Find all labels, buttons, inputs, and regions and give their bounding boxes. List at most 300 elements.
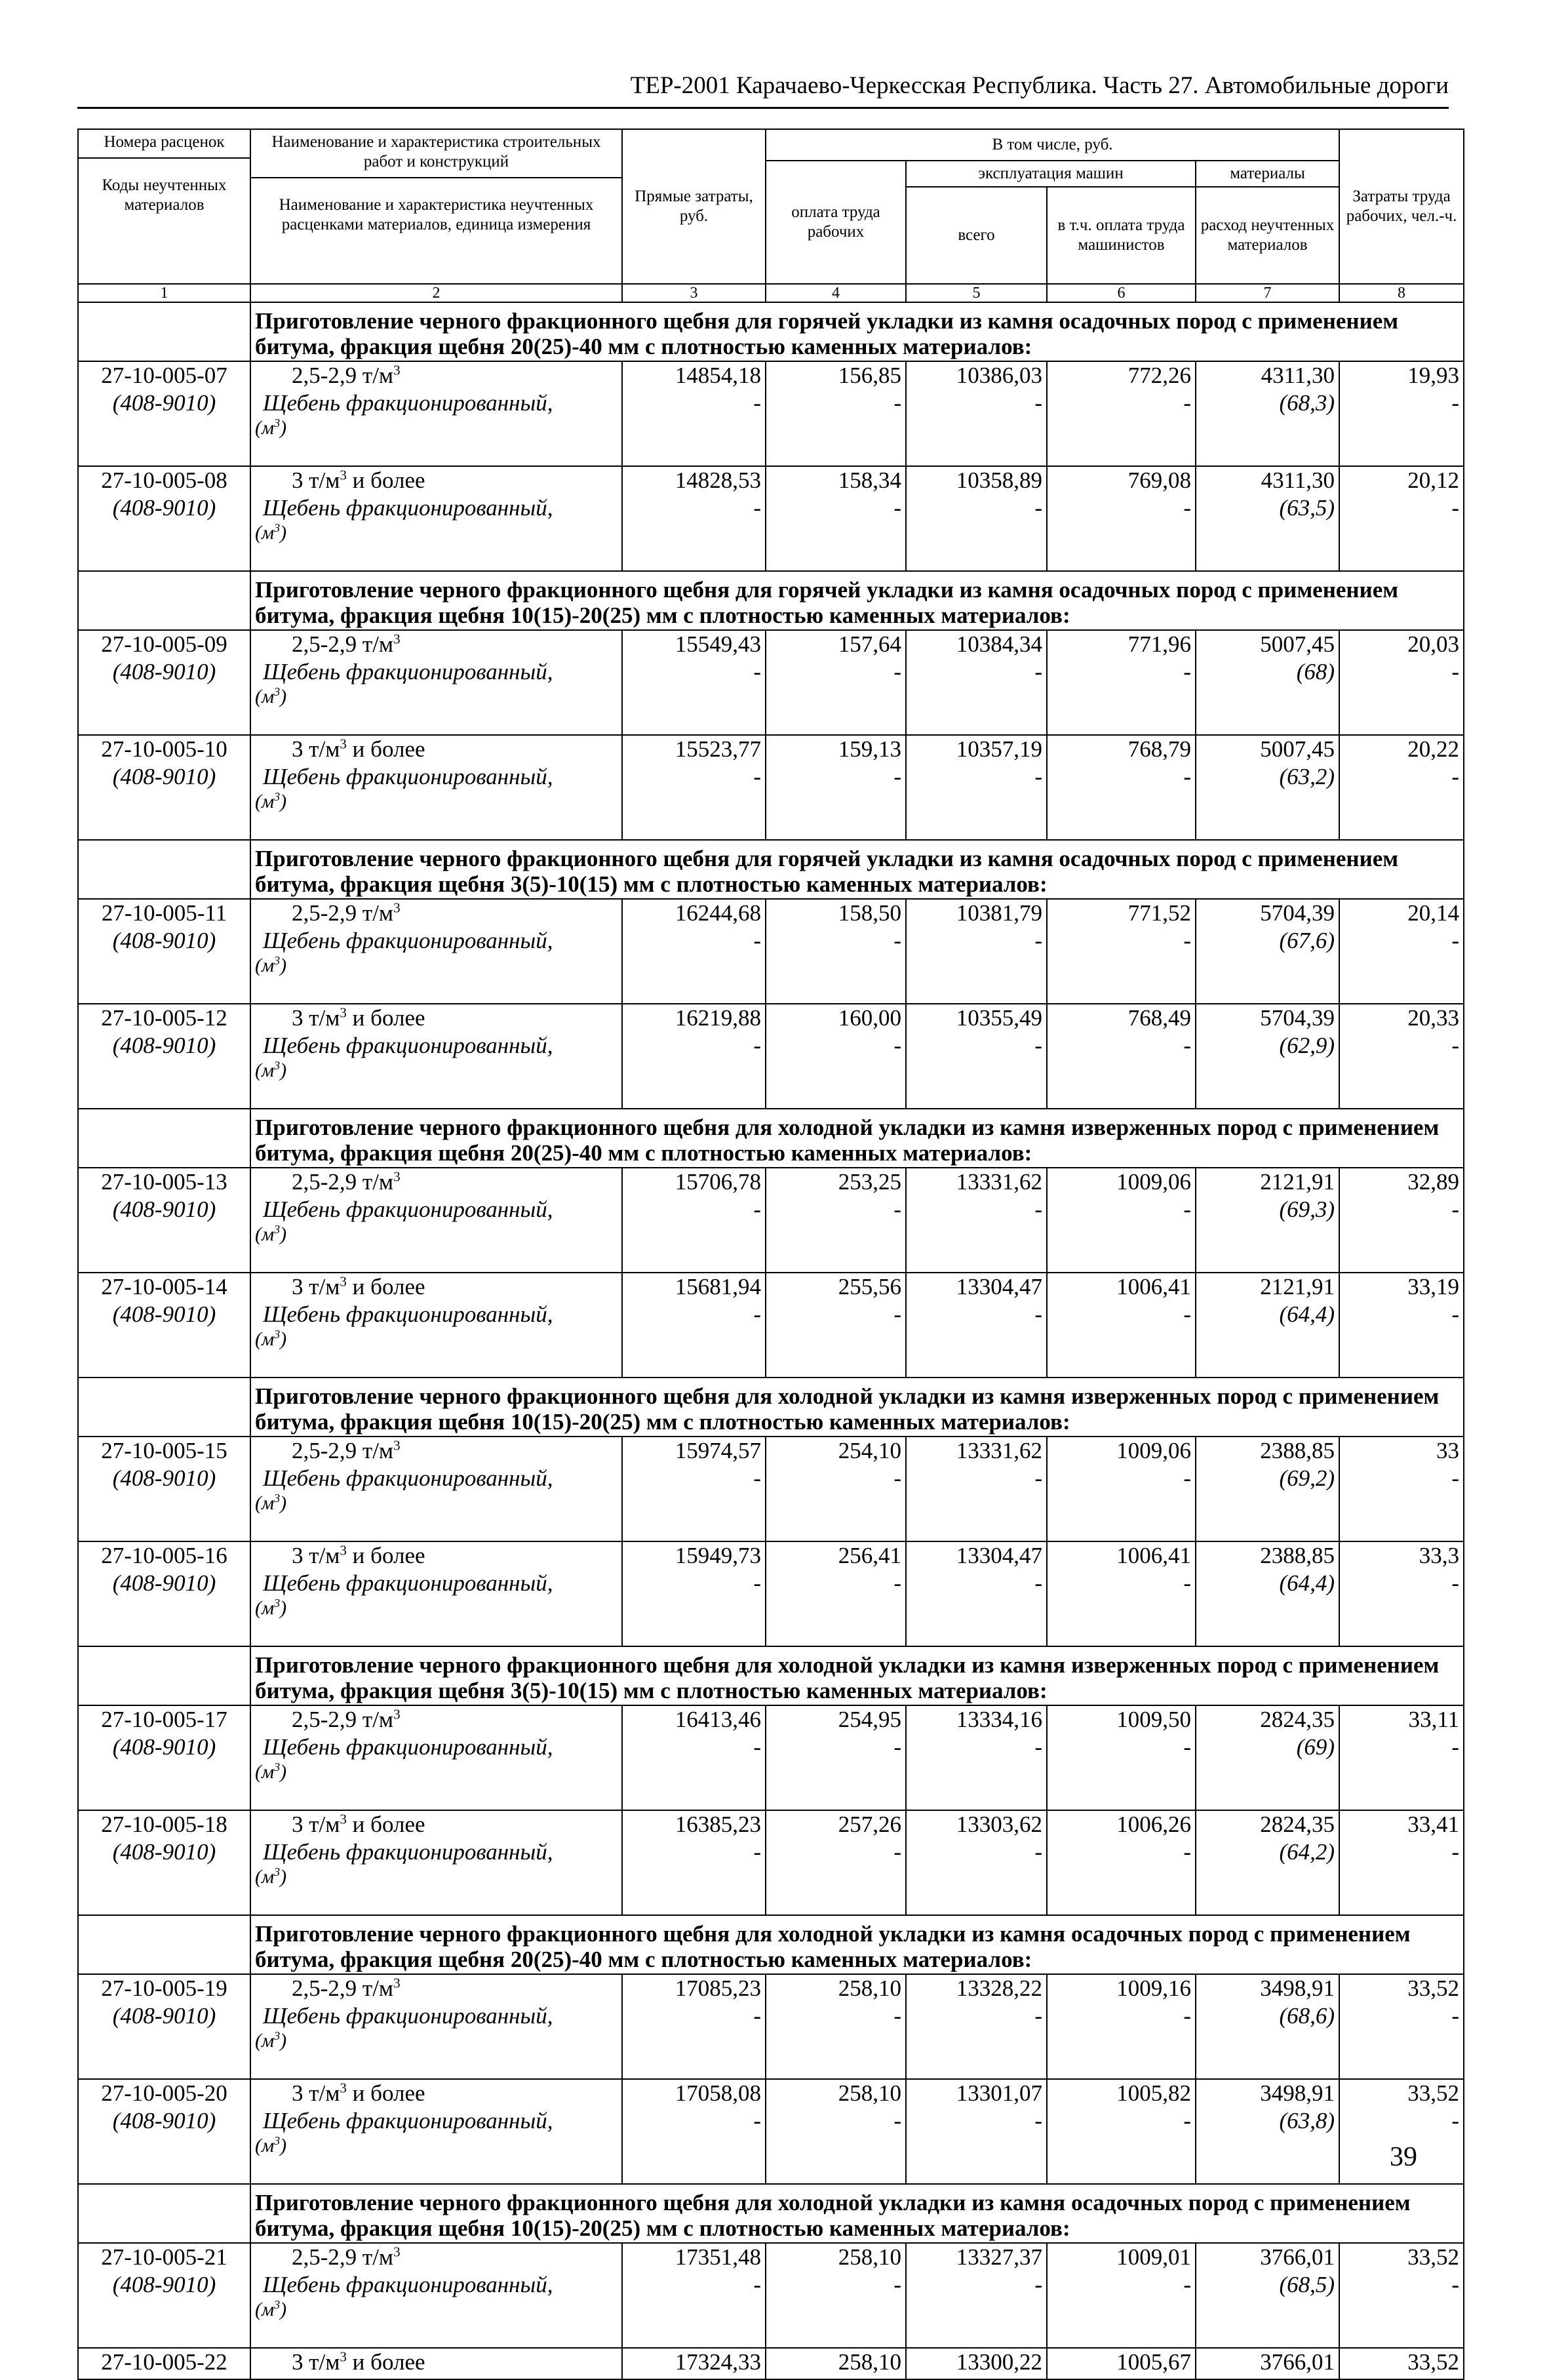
material-unit: (м [255,2135,275,2156]
empty-dash: - [893,928,901,953]
section-spacer-cell [78,1109,250,1168]
machines-total-cell [906,1004,1047,1109]
labor-costs-cell [1339,1541,1464,1646]
workers-wage-value: 253,25 [838,1169,901,1195]
workers-wage-cell [766,2243,906,2348]
work-name: 2,5-2,9 т/м [292,1975,394,2001]
table-header [78,129,1464,302]
empty-dash: - [753,1839,761,1865]
rate-row [78,1541,1464,1646]
material-name: Щебень фракционированный, [263,928,553,953]
material-code: (408-9010) [112,928,216,953]
header-machinists-wage: в т.ч. оплата труда машинистов [1047,187,1196,284]
materials-cost-value: 2388,85 [1260,1438,1335,1463]
rate-code-cell [78,1974,250,2079]
unit-superscript: 3 [340,1811,347,1827]
materials-cost-cell [1196,1273,1339,1378]
material-code: (408-9010) [112,1465,216,1491]
material-name: Щебень фракционированный, [263,1465,553,1491]
machinists-wage-value: 1009,50 [1116,1707,1191,1732]
unit-close: ) [280,791,287,812]
empty-dash: - [1451,1734,1460,1760]
section-title: Приготовление черного фракционного щебня для холодной укладки из камня изверженных пород с применением битума, фракция щебня 10(15)-20(25) мм с плотностью каменных материалов: [250,1378,1464,1437]
materials-cost-value: 2121,91 [1260,1274,1335,1299]
workers-wage-value: 254,10 [838,1438,901,1463]
machinists-wage-cell [1047,735,1196,840]
machinists-wage-cell [1047,466,1196,571]
empty-dash: - [1034,2108,1042,2133]
labor-costs-cell [1339,2348,1464,2379]
unit-superscript: 3 [274,2134,281,2147]
empty-dash: - [893,2108,901,2133]
machinists-wage-cell [1047,1168,1196,1273]
rate-code-cell [78,1705,250,1810]
materials-cost-value: 2824,35 [1260,1812,1335,1837]
column-number: 2 [250,284,622,302]
empty-dash: - [1034,764,1042,789]
work-name-suffix: и более [346,2080,425,2106]
unit-close: ) [280,2135,287,2156]
unit-superscript: 3 [274,1492,281,1505]
workers-wage-cell [766,1705,906,1810]
material-name: Щебень фракционированный, [263,1197,553,1222]
machinists-wage-cell [1047,2079,1196,2184]
unit-superscript: 3 [274,1865,281,1878]
work-name-line [255,467,618,494]
direct-costs-cell [622,1168,766,1273]
material-name: Щебень фракционированный, [263,1033,553,1058]
empty-dash: - [753,1734,761,1760]
labor-costs-value: 33,52 [1407,2080,1460,2106]
empty-dash: - [753,2003,761,2029]
unit-close: ) [280,1866,287,1888]
direct-costs-cell [622,361,766,466]
material-code: (408-9010) [112,390,216,416]
materials-cost-value: 3766,01 [1260,2349,1335,2375]
empty-dash: - [1034,1301,1042,1327]
machinists-wage-value: 1005,82 [1116,2080,1191,2106]
direct-costs-cell [622,630,766,735]
rate-code-cell [78,2348,250,2379]
unit-close: ) [280,686,287,707]
workers-wage-cell [766,2348,906,2379]
material-quantity: (68,5) [1279,2272,1335,2297]
column-number: 1 [78,284,250,302]
material-code: (408-9010) [112,495,216,521]
direct-costs-value: 16413,46 [675,1707,761,1732]
material-unit: (м [255,417,275,439]
section-row [78,1109,1464,1168]
column-number: 5 [906,284,1047,302]
empty-dash: - [1183,764,1191,789]
work-name-cell [250,1810,622,1915]
empty-dash: - [1451,1570,1460,1596]
rate-code-cell [78,1273,250,1378]
materials-cost-cell [1196,899,1339,1004]
empty-dash: - [1451,1465,1460,1491]
work-name: 2,5-2,9 т/м [292,1438,394,1463]
unit-superscript: 3 [274,1760,281,1774]
section-title: Приготовление черного фракционного щебня для холодной укладки из камня изверженных пород с применением битума, фракция щебня 3(5)-10(15) мм с плотностью каменных материалов: [250,1646,1464,1705]
material-quantity: (68,6) [1279,2003,1335,2029]
unit-superscript: 3 [393,362,401,378]
machinists-wage-cell [1047,1004,1196,1109]
material-unit-line [255,1866,618,1888]
work-name-line [255,1706,618,1734]
workers-wage-cell [766,899,906,1004]
materials-cost-value: 2121,91 [1260,1169,1335,1195]
labor-costs-value: 33,19 [1407,1274,1460,1299]
machinists-wage-value: 1005,67 [1116,2349,1191,2375]
material-code: (408-9010) [112,1734,216,1760]
unit-superscript: 3 [393,1706,401,1722]
direct-costs-cell [622,1974,766,2079]
direct-costs-value: 17085,23 [675,1975,761,2001]
labor-costs-value: 20,33 [1407,1005,1460,1031]
material-unit-line [255,1597,618,1619]
unit-superscript: 3 [340,1542,347,1558]
empty-dash: - [753,764,761,789]
empty-dash: - [1451,1839,1460,1865]
machines-total-cell [906,630,1047,735]
machines-total-value: 13301,07 [956,2080,1042,2106]
empty-dash: - [1183,1197,1191,1222]
workers-wage-value: 160,00 [838,1005,901,1031]
material-unit: (м [255,1060,275,1081]
machinists-wage-cell [1047,1541,1196,1646]
empty-dash: - [753,659,761,684]
unit-superscript: 3 [274,1059,281,1072]
work-name-line [255,362,618,389]
rate-code: 27-10-005-19 [101,1975,227,2001]
unit-close: ) [280,1597,287,1619]
empty-dash: - [1034,1734,1042,1760]
machinists-wage-value: 1009,01 [1116,2244,1191,2270]
unit-superscript: 3 [340,467,347,483]
empty-dash: - [1034,390,1042,416]
workers-wage-value: 157,64 [838,631,901,657]
direct-costs-cell [622,2243,766,2348]
work-name-suffix: и более [346,467,425,493]
empty-dash: - [893,1197,901,1222]
direct-costs-cell [622,735,766,840]
empty-dash: - [1034,1033,1042,1058]
empty-dash: - [893,1734,901,1760]
work-name-line [255,2349,618,2376]
machines-total-cell [906,466,1047,571]
unit-superscript: 3 [393,631,401,647]
machines-total-cell [906,735,1047,840]
machinists-wage-value: 768,79 [1127,736,1191,762]
work-name-suffix: и более [346,1274,425,1299]
materials-cost-value: 3766,01 [1260,2244,1335,2270]
unit-close: ) [280,1060,287,1081]
machines-total-cell [906,1705,1047,1810]
material-name: Щебень фракционированный, [263,2272,553,2297]
rates-table-container [77,129,1463,2380]
work-name-cell [250,1437,622,1541]
rate-code: 27-10-005-21 [101,2244,227,2270]
section-spacer-cell [78,840,250,899]
rate-code-cell [78,1168,250,1273]
labor-costs-value: 33,52 [1407,1975,1460,2001]
unit-close: ) [280,1492,287,1514]
material-unit: (м [255,2299,275,2320]
rate-code-cell [78,735,250,840]
rate-code: 27-10-005-22 [101,2349,227,2375]
material-quantity: (64,2) [1279,1839,1335,1865]
rates-table [77,129,1464,2380]
labor-costs-cell [1339,2243,1464,2348]
empty-dash: - [893,1570,901,1596]
machinists-wage-cell [1047,1974,1196,2079]
rate-code: 27-10-005-15 [101,1438,227,1463]
machines-total-cell [906,2079,1047,2184]
direct-costs-value: 17351,48 [675,2244,761,2270]
workers-wage-value: 159,13 [838,736,901,762]
direct-costs-value: 17324,33 [675,2349,761,2375]
unit-superscript: 3 [340,2349,347,2365]
machines-total-cell [906,1273,1047,1378]
unit-superscript: 3 [393,1168,401,1185]
section-title: Приготовление черного фракционного щебня для горячей укладки из камня осадочных пород с применением битума, фракция щебня 20(25)-40 мм с плотностью каменных материалов: [250,302,1464,361]
section-row [78,1378,1464,1437]
workers-wage-cell [766,1273,906,1378]
workers-wage-value: 254,95 [838,1707,901,1732]
work-name: 3 т/м [292,1005,340,1031]
work-name: 3 т/м [292,2080,340,2106]
materials-cost-value: 3498,91 [1260,1975,1335,2001]
work-name-line [255,1273,618,1301]
unit-superscript: 3 [274,1223,281,1236]
material-code: (408-9010) [112,2272,216,2297]
header-material-name: Наименование и характеристика неучтенных расценками материалов, единица измерения [279,196,594,233]
material-code: (408-9010) [112,1839,216,1865]
section-row [78,571,1464,630]
empty-dash: - [1183,1839,1191,1865]
empty-dash: - [1183,1570,1191,1596]
workers-wage-cell [766,735,906,840]
workers-wage-cell [766,1974,906,2079]
material-name: Щебень фракционированный, [263,2108,553,2133]
labor-costs-cell [1339,1705,1464,1810]
empty-dash: - [753,390,761,416]
materials-cost-value: 2388,85 [1260,1543,1335,1568]
materials-cost-cell [1196,630,1339,735]
machinists-wage-value: 771,52 [1127,900,1191,926]
material-unit: (м [255,1597,275,1619]
unit-superscript: 3 [274,2298,281,2311]
direct-costs-value: 14854,18 [675,363,761,388]
machines-total-cell [906,1168,1047,1273]
materials-cost-cell [1196,2243,1339,2348]
work-name-cell [250,1974,622,2079]
empty-dash: - [1451,659,1460,684]
unit-superscript: 3 [340,736,347,752]
direct-costs-cell [622,1437,766,1541]
material-unit: (м [255,1328,275,1350]
empty-dash: - [1451,2108,1460,2133]
empty-dash: - [753,1197,761,1222]
rate-code: 27-10-005-09 [101,631,227,657]
work-name-cell [250,2348,622,2379]
column-number: 7 [1196,284,1339,302]
labor-costs-value: 20,03 [1407,631,1460,657]
unit-superscript: 3 [274,416,281,429]
labor-costs-value: 33,52 [1407,2244,1460,2270]
unit-superscript: 3 [274,954,281,967]
workers-wage-cell [766,1810,906,1915]
workers-wage-value: 258,10 [838,2080,901,2106]
document-title: ТЕР-2001 Карачаево-Черкесская Республика. Часть 27. Автомобильные дороги [630,72,1449,99]
work-name: 2,5-2,9 т/м [292,2244,394,2270]
empty-dash: - [893,390,901,416]
empty-dash: - [1183,1301,1191,1327]
machines-total-cell [906,1437,1047,1541]
labor-costs-cell [1339,1168,1464,1273]
empty-dash: - [1183,1465,1191,1491]
workers-wage-cell [766,1004,906,1109]
machines-total-value: 13304,47 [956,1543,1042,1568]
machines-total-value: 10386,03 [956,363,1042,388]
unit-close: ) [280,1328,287,1350]
header-machines: эксплуатация машин [906,161,1196,187]
material-name: Щебень фракционированный, [263,1570,553,1596]
empty-dash: - [1034,659,1042,684]
column-number: 8 [1339,284,1464,302]
rate-code: 27-10-005-12 [101,1005,227,1031]
header-col-codes [78,129,250,284]
work-name: 3 т/м [292,736,340,762]
empty-dash: - [1183,659,1191,684]
rate-row [78,1004,1464,1109]
direct-costs-cell [622,1810,766,1915]
work-name-cell [250,466,622,571]
unit-superscript: 3 [274,2029,281,2042]
header-workers-wage: оплата труда рабочих [766,161,906,284]
machinists-wage-value: 1006,41 [1116,1274,1191,1299]
rate-code: 27-10-005-07 [101,363,227,388]
empty-dash: - [1034,1465,1042,1491]
section-title: Приготовление черного фракционного щебня для холодной укладки из камня изверженных пород с применением битума, фракция щебня 20(25)-40 мм с плотностью каменных материалов: [250,1109,1464,1168]
empty-dash: - [893,495,901,521]
section-spacer-cell [78,571,250,630]
material-code: (408-9010) [112,1570,216,1596]
unit-superscript: 3 [340,2080,347,2096]
material-name: Щебень фракционированный, [263,1839,553,1865]
unit-close: ) [280,1223,287,1245]
section-title: Приготовление черного фракционного щебня для горячей укладки из камня осадочных пород с применением битума, фракция щебня 3(5)-10(15) мм с плотностью каменных материалов: [250,840,1464,899]
work-name-cell [250,735,622,840]
work-name-cell [250,1273,622,1378]
work-name: 2,5-2,9 т/м [292,900,394,926]
section-spacer-cell [78,2184,250,2243]
empty-dash: - [753,2272,761,2297]
rate-code: 27-10-005-20 [101,2080,227,2106]
header-machines-total: всего [906,187,1047,284]
material-unit-line [255,522,618,544]
direct-costs-cell [622,1273,766,1378]
unit-superscript: 3 [393,2244,401,2260]
direct-costs-cell [622,2079,766,2184]
unit-superscript: 3 [340,1273,347,1290]
work-name: 3 т/м [292,2349,340,2375]
materials-cost-cell [1196,1705,1339,1810]
workers-wage-value: 156,85 [838,363,901,388]
machines-total-value: 13303,62 [956,1812,1042,1837]
materials-cost-cell [1196,1810,1339,1915]
unit-close: ) [280,2030,287,2052]
empty-dash: - [1183,2108,1191,2133]
material-name: Щебень фракционированный, [263,390,553,416]
materials-cost-cell [1196,735,1339,840]
section-row [78,840,1464,899]
work-name-line [255,736,618,763]
rate-code: 27-10-005-16 [101,1543,227,1568]
material-quantity: (69,2) [1279,1465,1335,1491]
empty-dash: - [893,659,901,684]
section-row [78,2184,1464,2243]
work-name-suffix: и более [346,1543,425,1568]
materials-cost-cell [1196,2348,1339,2379]
work-name-suffix: и более [346,2349,425,2375]
column-number: 6 [1047,284,1196,302]
direct-costs-value: 15949,73 [675,1543,761,1568]
section-row [78,1915,1464,1974]
work-name-cell [250,1004,622,1109]
machinists-wage-cell [1047,1437,1196,1541]
rate-row [78,1273,1464,1378]
section-spacer-cell [78,1915,250,1974]
material-name: Щебень фракционированный, [263,1734,553,1760]
direct-costs-value: 14828,53 [675,467,761,493]
header-labor-costs: Затраты труда рабочих, чел.-ч. [1339,129,1464,284]
work-name-cell [250,1541,622,1646]
table-body [78,302,1464,2379]
material-quantity: (67,6) [1279,928,1335,953]
machinists-wage-value: 768,49 [1127,1005,1191,1031]
material-unit: (м [255,686,275,707]
rate-code: 27-10-005-13 [101,1169,227,1195]
machines-total-cell [906,2243,1047,2348]
rate-code-cell [78,361,250,466]
materials-cost-cell [1196,1004,1339,1109]
labor-costs-cell [1339,1974,1464,2079]
unit-superscript: 3 [274,1597,281,1610]
direct-costs-cell [622,2348,766,2379]
empty-dash: - [1451,495,1460,521]
material-unit-line [255,686,618,708]
machines-total-cell [906,899,1047,1004]
materials-cost-cell [1196,1437,1339,1541]
material-name: Щебень фракционированный, [263,764,553,789]
header-materials: материалы [1196,161,1339,187]
empty-dash: - [893,1301,901,1327]
material-quantity: (64,4) [1279,1570,1335,1596]
work-name: 3 т/м [292,1543,340,1568]
material-unit: (м [255,522,275,544]
material-unit-line [255,1492,618,1515]
materials-cost-cell [1196,1541,1339,1646]
materials-cost-value: 5007,45 [1260,631,1335,657]
rate-code: 27-10-005-17 [101,1707,227,1732]
work-name: 2,5-2,9 т/м [292,1169,394,1195]
direct-costs-cell [622,1004,766,1109]
empty-dash: - [1451,764,1460,789]
materials-cost-cell [1196,2079,1339,2184]
empty-dash: - [753,1301,761,1327]
rate-row [78,1974,1464,2079]
